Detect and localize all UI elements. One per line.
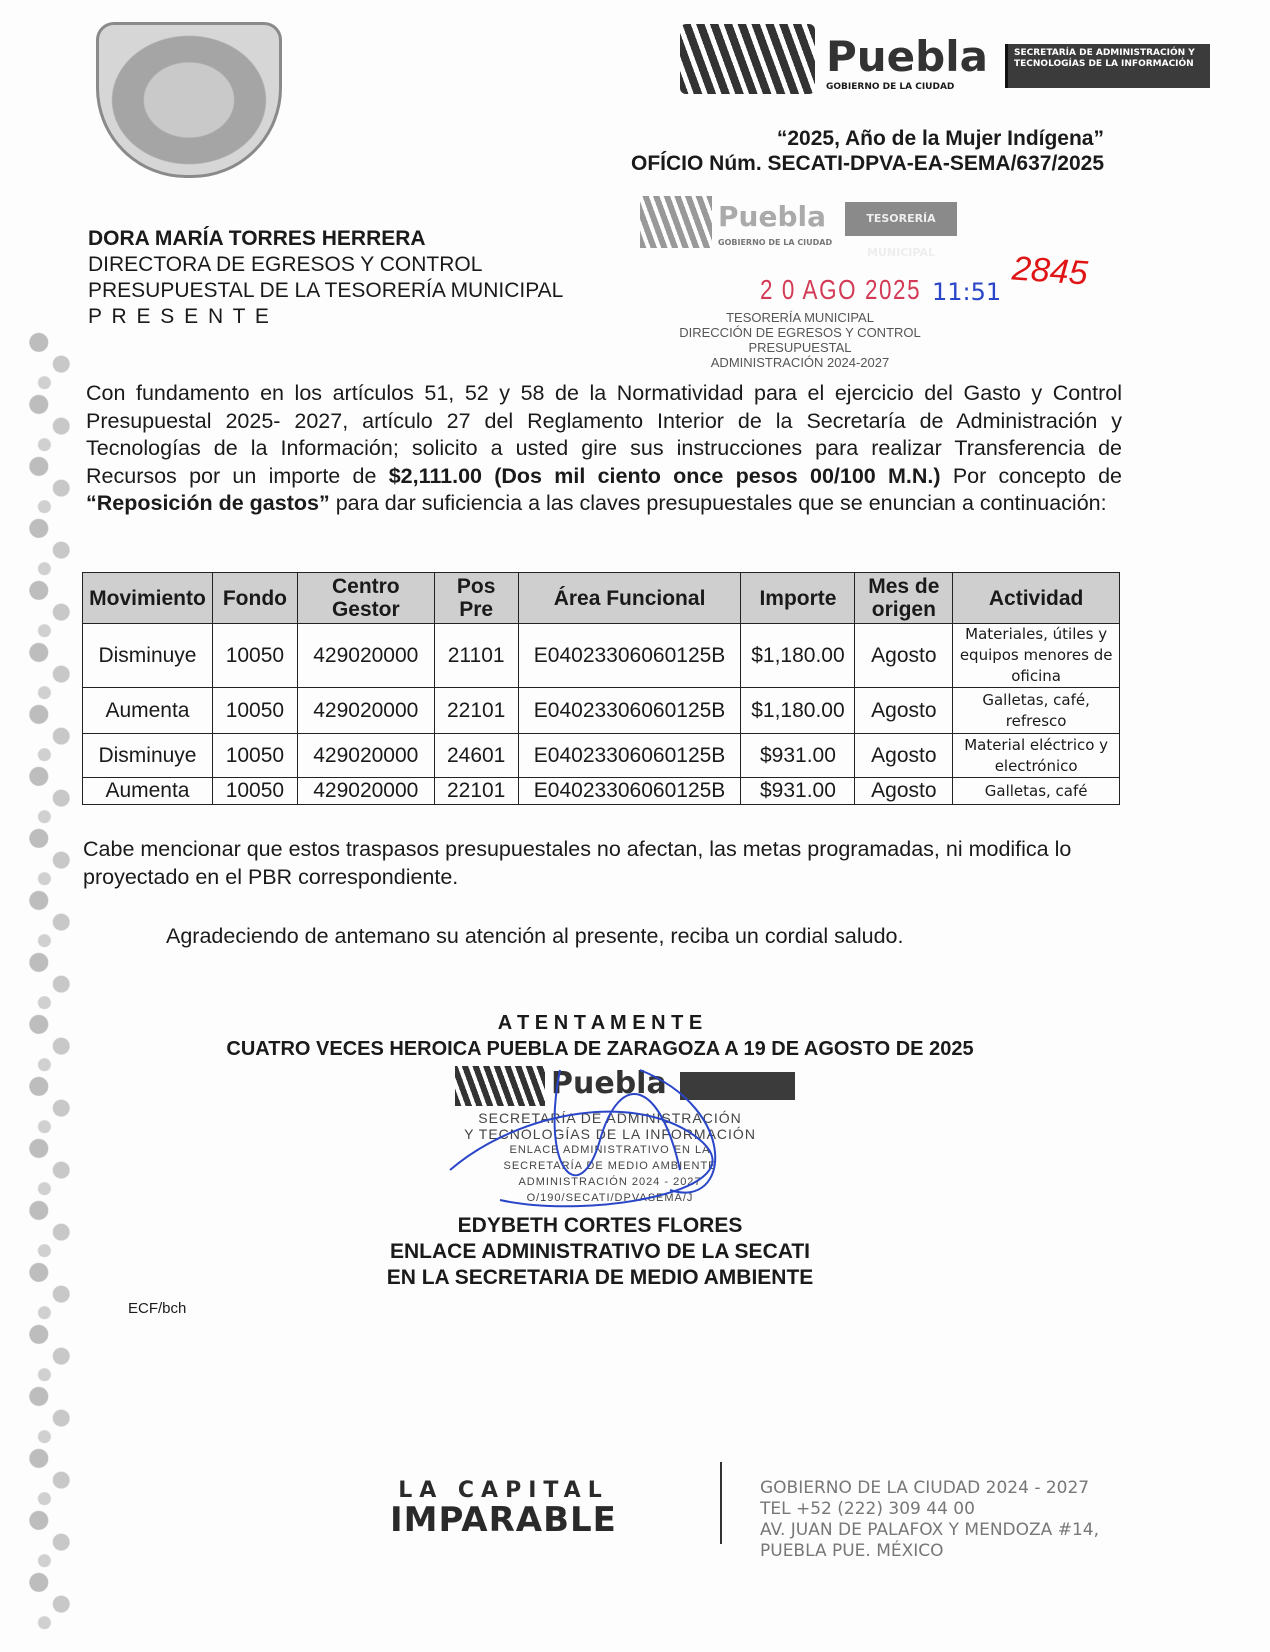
stamp-line: ADMINISTRACIÓN 2024-2027 xyxy=(710,355,890,370)
footer-contact xyxy=(760,1478,1099,1562)
footer-line: AV. JUAN DE PALAFOX Y MENDOZA #14, xyxy=(760,1520,1099,1540)
signer-title: EN LA SECRETARIA DE MEDIO AMBIENTE xyxy=(386,1266,814,1289)
table-cell: 429020000 xyxy=(297,778,434,805)
text: para dar suficiencia a las claves presupuestales que se enuncian a continuación: xyxy=(329,491,1107,515)
table-cell: 22101 xyxy=(434,688,518,734)
logo-word: Puebla xyxy=(551,1066,667,1101)
recipient-line: PRESUPUESTAL DE LA TESORERÍA MUNICIPAL xyxy=(88,279,564,302)
body-paragraph-3: Agradeciendo de antemano su atención al presente, reciba un cordial saludo. xyxy=(166,924,904,948)
seal-line: SECRETARÍA DE ADMINISTRACIÓN xyxy=(478,1110,742,1126)
logo-sub: GOBIERNO DE LA CIUDAD xyxy=(826,82,955,92)
table-cell: 21101 xyxy=(434,624,518,688)
footer-line: GOBIERNO DE LA CIUDAD 2024 - 2027 xyxy=(760,1478,1090,1498)
puebla-logo-mark-icon xyxy=(680,24,815,94)
closing: A T E N T A M E N T E xyxy=(497,1012,703,1034)
budget-transfer-table xyxy=(82,572,1120,805)
table-cell: E04023306060125B xyxy=(518,734,741,778)
recipient-block xyxy=(88,226,563,330)
table-cell: E04023306060125B xyxy=(518,688,741,734)
footer-divider xyxy=(720,1462,722,1544)
municipal-coat-of-arms xyxy=(96,22,282,178)
table-cell: 429020000 xyxy=(297,624,434,688)
seal-line: ADMINISTRACIÓN 2024 - 2027 xyxy=(518,1176,702,1188)
footer-line: TEL +52 (222) 309 44 00 xyxy=(760,1499,975,1519)
logo-word: Puebla xyxy=(718,200,826,233)
body-paragraph xyxy=(86,380,1122,518)
oficio-number: OFÍCIO Núm. SECATI-DPVA-EA-SEMA/637/2025 xyxy=(631,152,1104,175)
column-header: Pos Pre xyxy=(434,573,518,624)
year-motto: “2025, Año de la Mujer Indígena” xyxy=(776,127,1104,150)
table-cell: Galletas, café, refresco xyxy=(953,688,1120,734)
logo-dept: SECRETARÍA DE ADMINISTRACIÓN Y TECNOLOGÍAS DE LA INFORMACIÓN xyxy=(1005,44,1210,88)
table-cell: $931.00 xyxy=(741,734,855,778)
amount: $2,111.00 (Dos mil ciento once pesos 00/100 M.N.) xyxy=(388,463,941,488)
table-cell: Agosto xyxy=(855,734,953,778)
la-capital-imparable-logo xyxy=(390,1478,617,1540)
stamp-line: PRESUPUESTAL xyxy=(748,340,852,355)
table-cell: E04023306060125B xyxy=(518,778,741,805)
logo-word: Puebla xyxy=(826,32,988,81)
table-cell: Aumenta xyxy=(83,688,213,734)
initials: ECF/bch xyxy=(128,1300,187,1317)
logo-sub: GOBIERNO DE LA CIUDAD xyxy=(718,238,833,247)
table-cell: 10050 xyxy=(212,778,297,805)
handwritten-signature xyxy=(440,1050,770,1230)
table-cell: $931.00 xyxy=(741,778,855,805)
slogan-line: IMPARABLE xyxy=(390,1500,617,1540)
reception-date: 2 0 AGO 2025 xyxy=(760,274,922,305)
logo-box: TESORERÍA MUNICIPAL xyxy=(845,202,957,236)
stamp-line: DIRECCIÓN DE EGRESOS Y CONTROL xyxy=(679,325,921,340)
table-cell: Material eléctrico y electrónico xyxy=(953,734,1120,778)
place-date: CUATRO VECES HEROICA PUEBLA DE ZARAGOZA A 19 DE AGOSTO DE 2025 xyxy=(226,1038,974,1060)
table-row xyxy=(83,778,1120,805)
table-cell: Agosto xyxy=(855,624,953,688)
table-cell: Aumenta xyxy=(83,778,213,805)
seal-line: O/190/SECATI/DPVASEMA/J xyxy=(526,1192,694,1204)
table-cell: 10050 xyxy=(212,688,297,734)
folio-number: 2845 xyxy=(1010,249,1089,293)
puebla-logo-mark-icon xyxy=(640,196,712,248)
text: Por concepto de xyxy=(940,463,1122,488)
column-header: Fondo xyxy=(212,573,297,624)
seal-line: SECRETARÍA DE MEDIO AMBIENTE xyxy=(503,1160,717,1172)
column-header: Centro Gestor xyxy=(297,573,434,624)
table-cell: Agosto xyxy=(855,688,953,734)
column-header: Importe xyxy=(741,573,855,624)
body-paragraph-2: Cabe mencionar que estos traspasos presupuestales no afectan, las metas programadas, ni modifica lo proyectado en el PBR correspondiente. xyxy=(83,837,1072,889)
table-cell: $1,180.00 xyxy=(741,688,855,734)
seal-line: ENLACE ADMINISTRATIVO EN LA xyxy=(509,1144,711,1156)
table-cell: 429020000 xyxy=(297,734,434,778)
table-cell: Disminuye xyxy=(83,734,213,778)
table-cell: $1,180.00 xyxy=(741,624,855,688)
table-cell: 10050 xyxy=(212,734,297,778)
signer-title: ENLACE ADMINISTRATIVO DE LA SECATI xyxy=(390,1240,810,1263)
decorative-border-pattern xyxy=(22,330,78,1630)
table-cell: 22101 xyxy=(434,778,518,805)
table-row xyxy=(83,624,1120,688)
footer-line: PUEBLA PUE. MÉXICO xyxy=(760,1541,944,1561)
column-header: Movimiento xyxy=(83,573,213,624)
column-header: Área Funcional xyxy=(518,573,741,624)
column-header: Actividad xyxy=(953,573,1120,624)
signer-name: EDYBETH CORTES FLORES xyxy=(457,1214,743,1237)
table-row xyxy=(83,734,1120,778)
handwritten-time: 11:51 xyxy=(932,278,1002,306)
table-cell: Materiales, útiles y equipos menores de oficina xyxy=(953,624,1120,688)
table-header-row xyxy=(83,573,1120,624)
concept: “Reposición de gastos” xyxy=(86,491,330,515)
table-cell: 24601 xyxy=(434,734,518,778)
table-cell: Galletas, café xyxy=(953,778,1120,805)
seal-line: Y TECNOLOGÍAS DE LA INFORMACIÓN xyxy=(464,1126,756,1142)
table-cell: 429020000 xyxy=(297,688,434,734)
text: Con fundamento en los artículos 51, 52 y 58 de la Normatividad para el ejercicio del Gasto y Control Presupuestal 2025- 2027, artículo 27 del Reglamento Interior de la Secretaría de Administración y Tecnologías de la Información; solicito a usted gire sus instrucciones para realizar Transferencia de Recursos por un importe de xyxy=(86,381,1122,488)
table-cell: Agosto xyxy=(855,778,953,805)
stamp-line: TESORERÍA MUNICIPAL xyxy=(726,310,874,325)
recipient-line: P R E S E N T E xyxy=(88,305,271,328)
table-cell: 10050 xyxy=(212,624,297,688)
recipient-name: DORA MARÍA TORRES HERRERA xyxy=(88,227,426,250)
table-cell: E04023306060125B xyxy=(518,624,741,688)
table-cell: Disminuye xyxy=(83,624,213,688)
puebla-secati-logo xyxy=(680,24,1195,100)
tesoreria-logo xyxy=(640,196,960,259)
stamp-text xyxy=(640,310,960,370)
recipient-line: DIRECTORA DE EGRESOS Y CONTROL xyxy=(88,253,483,276)
column-header: Mes de origen xyxy=(855,573,953,624)
table-row xyxy=(83,688,1120,734)
slogan-line: LA CAPITAL xyxy=(398,1478,609,1503)
